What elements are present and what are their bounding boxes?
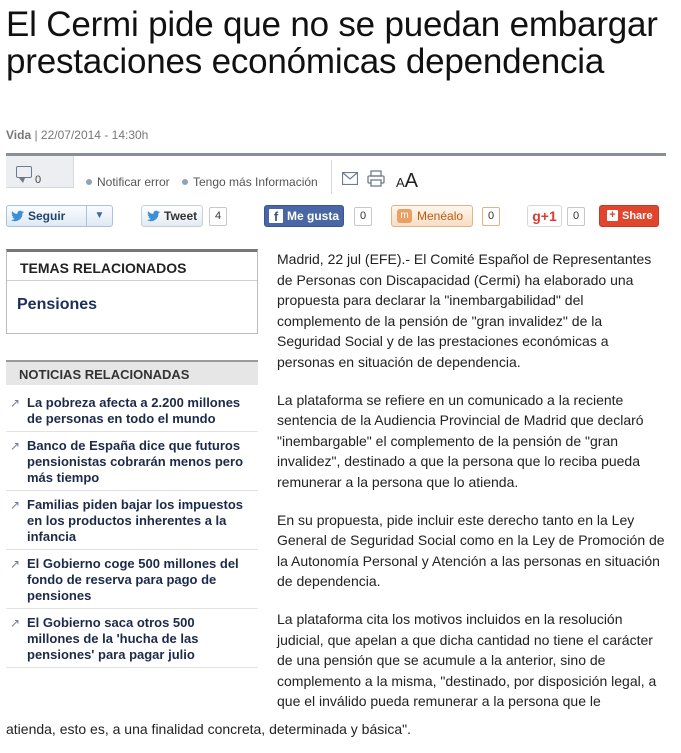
arrow-up-right-icon: ↗	[10, 616, 21, 630]
more-info-label: Tengo más Información	[193, 175, 318, 189]
tweet-label: Tweet	[164, 209, 198, 223]
news-item[interactable]	[6, 491, 258, 550]
twitter-bird-icon	[147, 210, 161, 222]
print-icon[interactable]	[367, 170, 385, 187]
article-date: | 22/07/2014 - 14:30h	[34, 128, 149, 142]
news-link[interactable]: Familias piden bajar los impuestos en los productos inherentes a la infancia	[27, 497, 244, 544]
topic-link[interactable]: Pensiones	[17, 296, 98, 313]
tweet-button[interactable]	[141, 205, 203, 227]
related-news-box	[6, 360, 258, 668]
bullet-icon	[182, 179, 188, 185]
arrow-up-right-icon: ↗	[10, 396, 21, 410]
comments-button[interactable]	[6, 156, 74, 188]
article-body	[277, 249, 669, 712]
arrow-up-right-icon: ↗	[10, 439, 21, 453]
article-paragraph: La plataforma cita los motivos incluidos en la resolución judicial, que apelan a que dicha cantidad no tiene el carácter de una pensión que se acumule a la anterior, sino de complemento a la misma, "destinado, por disposición legal, a que el inválido pueda remunerar a la persona que le	[277, 611, 657, 709]
related-topics-header: TEMAS RELACIONADOS	[7, 252, 257, 281]
mail-icon[interactable]	[342, 172, 358, 185]
meneame-button[interactable]	[391, 205, 473, 227]
article-paragraph: Madrid, 22 jul (EFE).- El Comité Español de Representantes de Personas con Discapacidad (Cermi) ha elaborado una propuesta para declarar la "inembargabilidad" del complemento de la pensión de "gran invalidez" de la Seguridad Social y de las prestaciones económicas a personas en situación de dependencia.	[277, 251, 652, 370]
meneame-label: Menéalo	[417, 209, 464, 223]
article-paragraph: La plataforma se refiere en un comunicado a la reciente sentencia de la Audiencia Provincial de Madrid que declaró "inembargable" el complemento de la pensión de "gran invalidez", destinado a que la persona que lo reciba pueda remunerar a la persona que lo atienda.	[277, 391, 644, 490]
social-bar	[6, 205, 666, 229]
comment-count: 0	[35, 174, 42, 186]
meneame-icon: m	[397, 209, 412, 223]
report-error-link[interactable]	[86, 175, 170, 189]
chevron-down-icon[interactable]: ▼	[86, 206, 112, 226]
font-increase-button[interactable]: A	[404, 170, 419, 192]
bullet-icon	[86, 179, 92, 185]
gplus-label: g+1	[532, 208, 557, 224]
news-item[interactable]	[6, 385, 258, 432]
article-paragraph-continuation: atienda, esto es, a una finalidad concreta, determinada y básica".	[6, 721, 412, 737]
gplus-button[interactable]	[527, 205, 562, 227]
arrow-up-right-icon: ↗	[10, 498, 21, 512]
comment-icon	[16, 166, 32, 178]
news-link[interactable]: La pobreza afecta a 2.200 millones de personas en todo el mundo	[27, 395, 241, 426]
article-toolbar	[6, 153, 666, 198]
follow-label: Seguir	[28, 209, 66, 223]
section-link[interactable]: Vida	[6, 128, 32, 142]
related-topics-box	[6, 249, 258, 334]
arrow-up-right-icon: ↗	[10, 557, 21, 571]
share-button[interactable]	[599, 205, 659, 227]
like-count: 0	[354, 207, 372, 226]
follow-button[interactable]	[6, 205, 113, 227]
meneame-count: 0	[482, 207, 500, 226]
tweet-count: 4	[209, 207, 227, 226]
facebook-icon: f	[269, 209, 283, 223]
report-error-label: Notificar error	[97, 175, 170, 189]
font-size-icon[interactable]	[396, 170, 418, 193]
toolbar-divider	[331, 160, 332, 194]
article-title: El Cermi pide que no se puedan embargar prestaciones económicas dependencia	[6, 5, 658, 81]
article-paragraph: En su propuesta, pide incluir este derecho tanto en la Ley General de Seguridad Social como en la Ley de Promoción de la Autonomía Personal y Atención a las personas en situación de dependencia.	[277, 511, 665, 589]
news-link[interactable]: Banco de España dice que futuros pensionistas cobrarán menos pero más tiempo	[27, 438, 244, 485]
news-link[interactable]: El Gobierno saca otros 500 millones de la 'hucha de las pensiones' para pagar julio	[27, 615, 199, 662]
gplus-count: 0	[567, 207, 585, 226]
news-item[interactable]	[6, 432, 258, 491]
more-info-link[interactable]	[182, 175, 318, 189]
like-label: Me gusta	[287, 209, 340, 223]
facebook-like-button[interactable]	[264, 205, 344, 227]
plus-icon: +	[607, 210, 618, 221]
news-item[interactable]	[6, 550, 258, 609]
share-label: Share	[622, 210, 653, 222]
twitter-bird-icon	[11, 210, 25, 222]
font-decrease-button[interactable]: A	[396, 175, 405, 190]
article-meta	[6, 128, 148, 142]
news-link[interactable]: El Gobierno coge 500 millones del fondo de reserva para pago de pensiones	[27, 556, 239, 603]
related-news-header: NOTICIAS RELACIONADAS	[6, 360, 258, 385]
news-item[interactable]	[6, 609, 258, 668]
